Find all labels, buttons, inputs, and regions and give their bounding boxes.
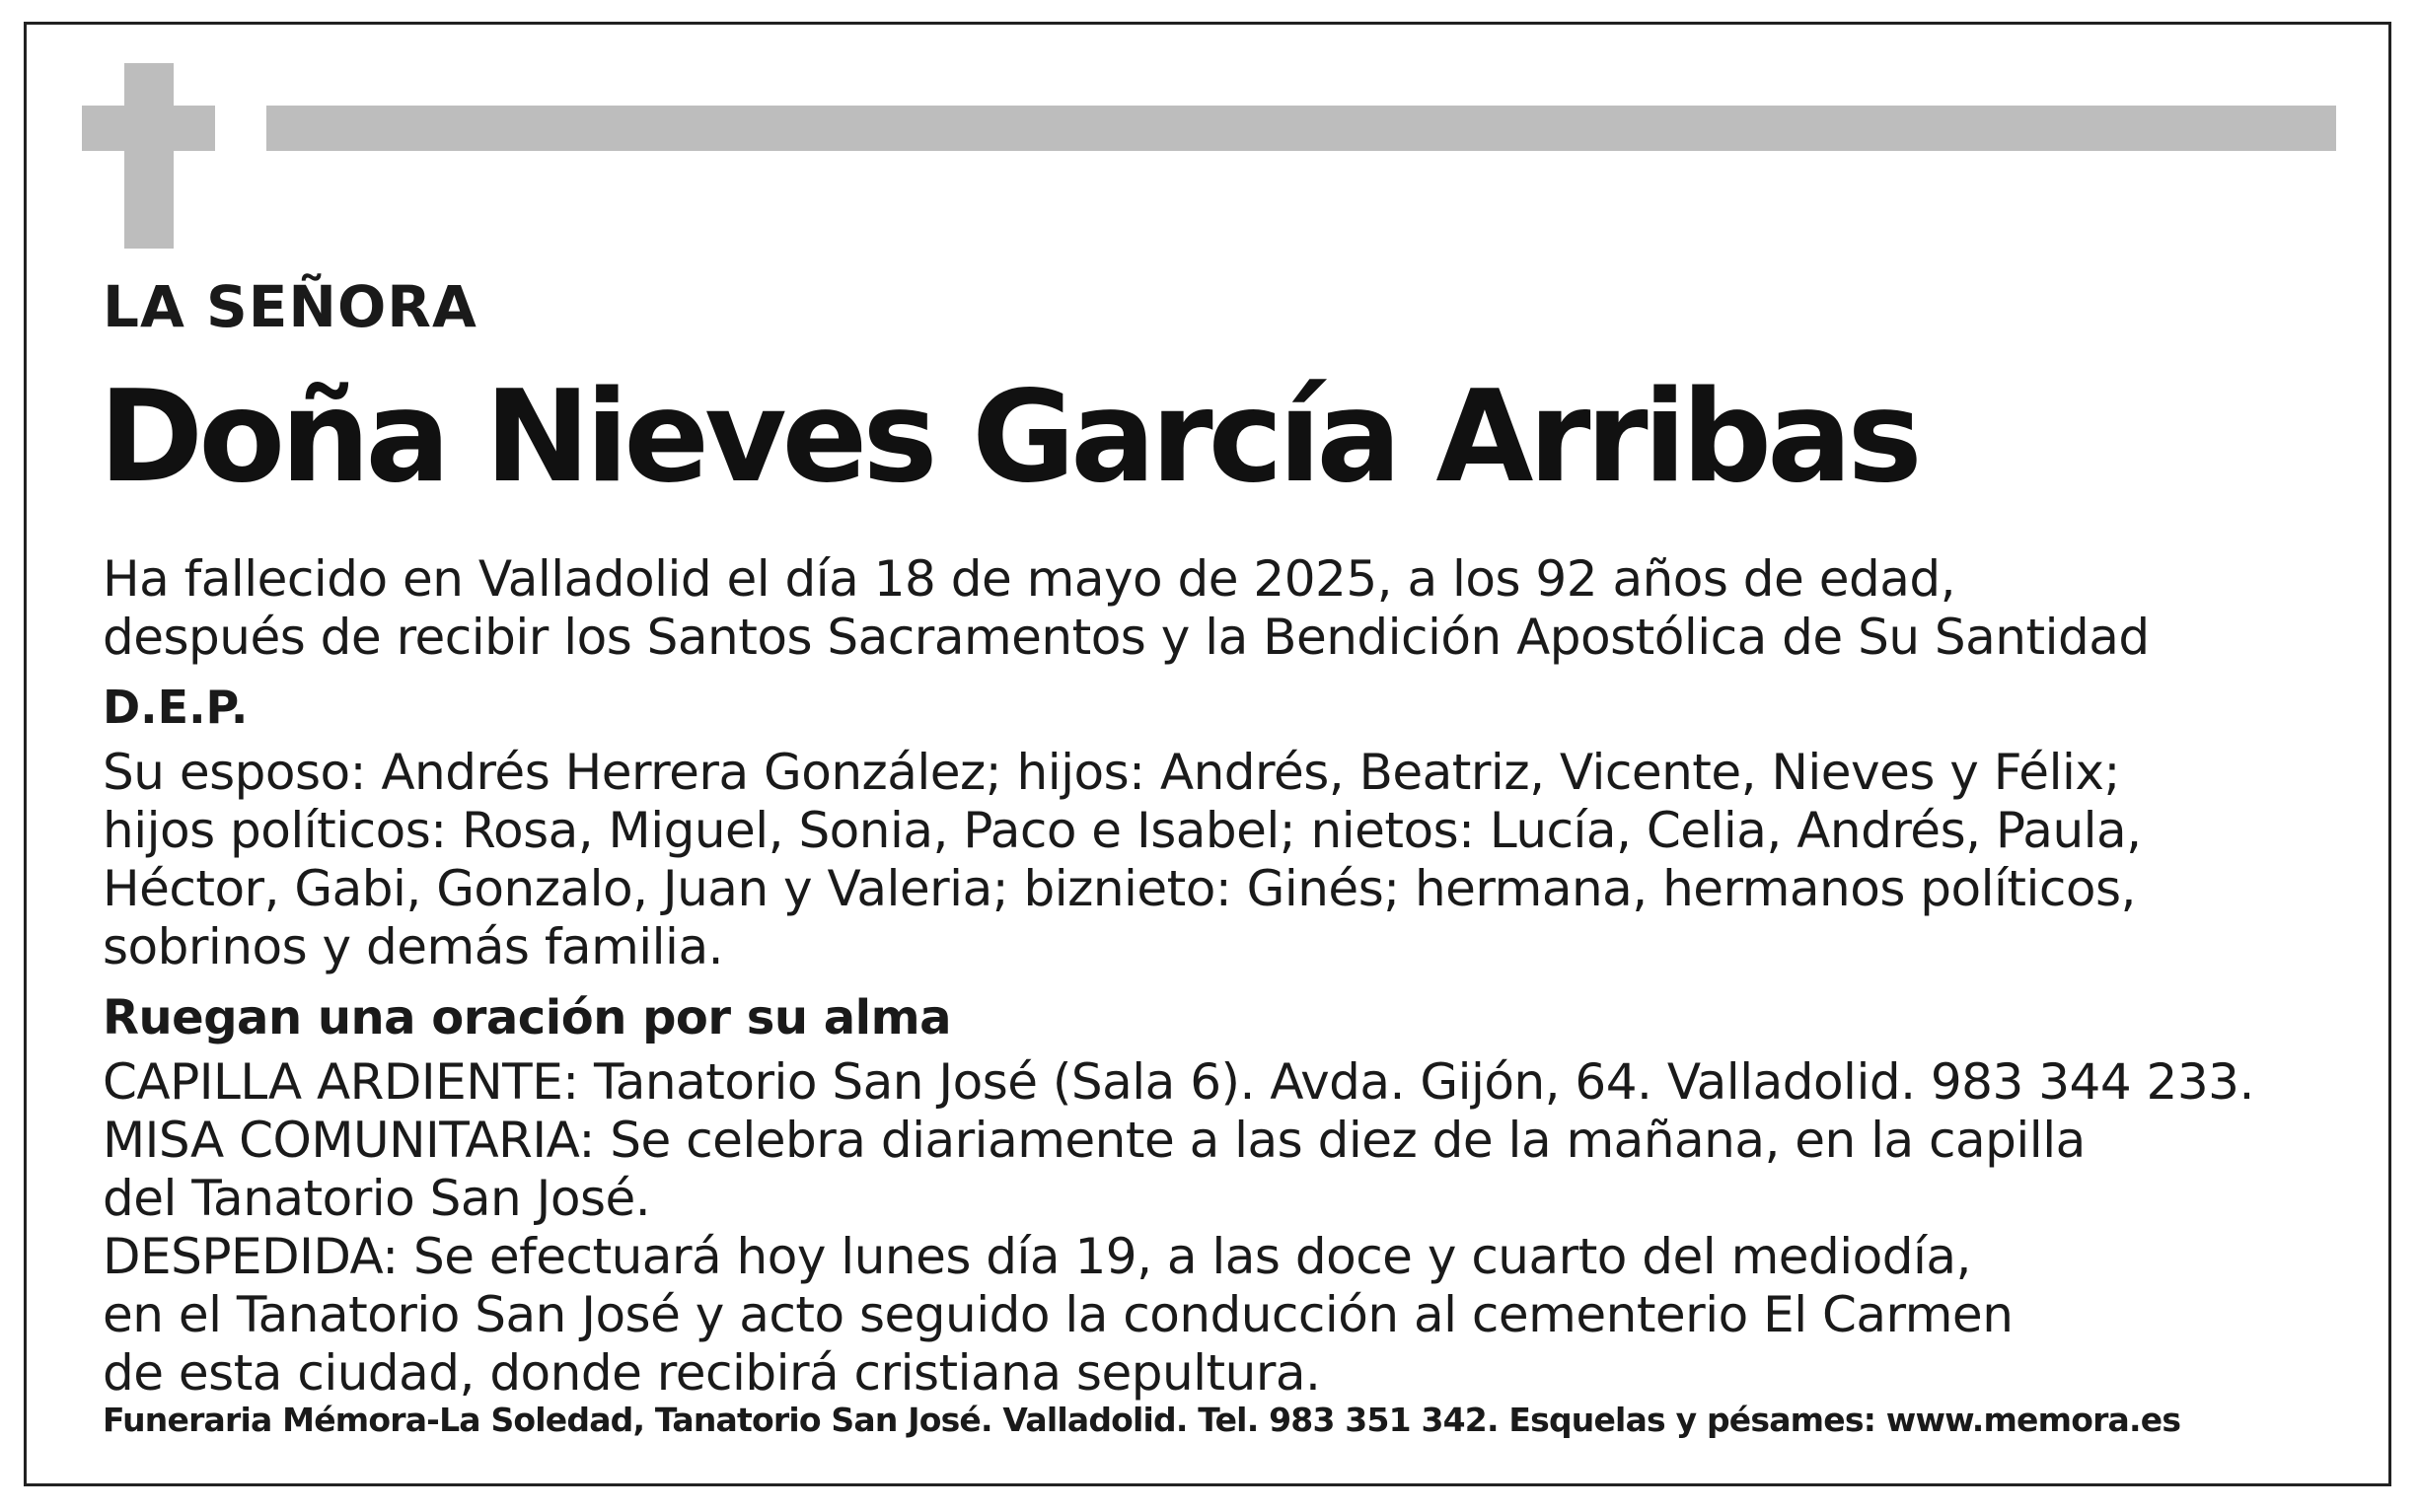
dep-label: D.E.P. bbox=[103, 681, 249, 734]
announcement-line: después de recibir los Santos Sacramentos y la Bendición Apostólica de Su Santidad bbox=[103, 609, 2150, 666]
family-list bbox=[103, 744, 2362, 976]
cross-icon-arm bbox=[82, 106, 215, 151]
family-line: Su esposo: Andrés Herrera González; hijos: Andrés, Beatriz, Vicente, Nieves y Félix; bbox=[103, 744, 2120, 801]
announcement-line: Ha fallecido en Valladolid el día 18 de mayo de 2025, a los 92 años de edad, bbox=[103, 550, 1955, 608]
prayer-request: Ruegan una oración por su alma bbox=[103, 990, 951, 1045]
funeral-home-footer: Funeraria Mémora-La Soledad, Tanatorio San José. Valladolid. Tel. 983 351 342. Esquelas y pésames: www.memora.es bbox=[103, 1401, 2181, 1439]
service-line: CAPILLA ARDIENTE: Tanatorio San José (Sala 6). Avda. Gijón, 64. Valladolid. 983 344 233. bbox=[103, 1053, 2254, 1111]
family-line: sobrinos y demás familia. bbox=[103, 918, 723, 975]
notice-content bbox=[99, 273, 2362, 1403]
announcement bbox=[103, 550, 2362, 667]
services-info bbox=[103, 1053, 2362, 1403]
service-line: en el Tanatorio San José y acto seguido la conducción al cementerio El Carmen bbox=[103, 1286, 2014, 1343]
family-line: Héctor, Gabi, Gonzalo, Juan y Valeria; biznieto: Ginés; hermana, hermanos políticos, bbox=[103, 860, 2136, 917]
cross-icon bbox=[124, 63, 174, 249]
service-line: DESPEDIDA: Se efectuará hoy lunes día 19, a las doce y cuarto del mediodía, bbox=[103, 1228, 1971, 1285]
family-line: hijos políticos: Rosa, Miguel, Sonia, Paco e Isabel; nietos: Lucía, Celia, Andrés, Paula, bbox=[103, 802, 2142, 859]
service-line: MISA COMUNITARIA: Se celebra diariamente a las diez de la mañana, en la capilla bbox=[103, 1112, 2086, 1169]
header-bar bbox=[266, 106, 2336, 151]
service-line: de esta ciudad, donde recibirá cristiana sepultura. bbox=[103, 1344, 1321, 1402]
service-line: del Tanatorio San José. bbox=[103, 1170, 651, 1227]
title-prefix: LA SEÑORA bbox=[103, 273, 477, 340]
deceased-name: Doña Nieves García Arribas bbox=[99, 364, 1918, 511]
